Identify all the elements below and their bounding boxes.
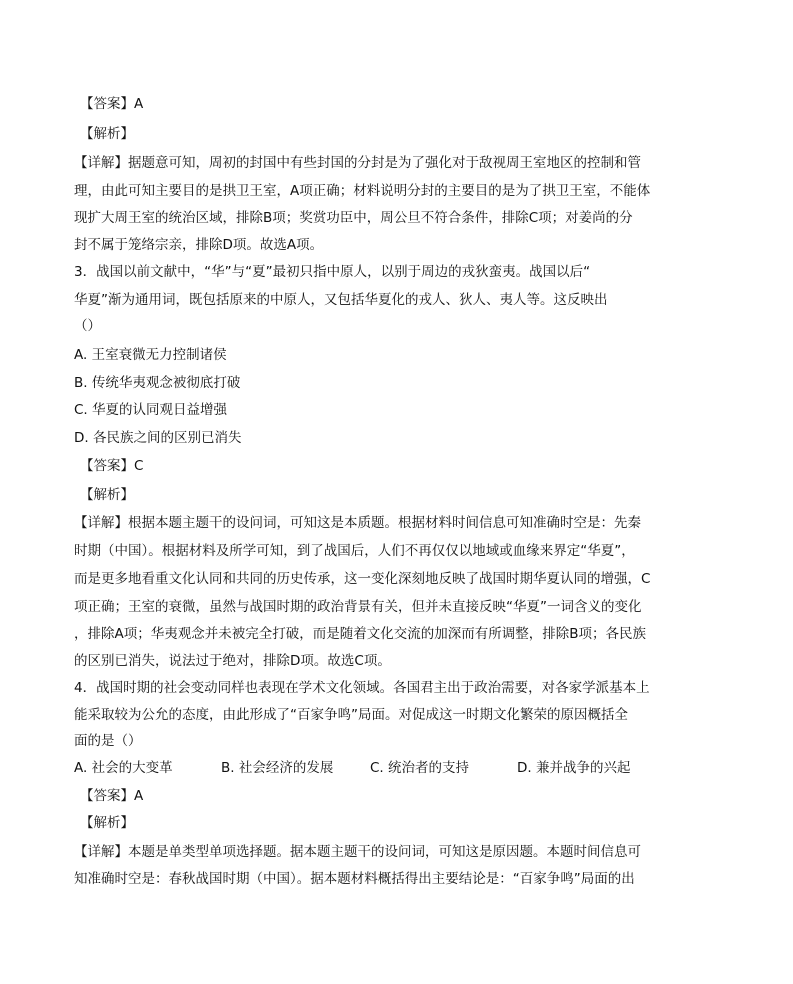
- q3-detail-line: 而是更多地看重文化认同和共同的历史传承，这一变化深刻地反映了战国时期华夏认同的增强，C: [74, 571, 651, 587]
- q3-detail-line: 项正确；王室的衰微，虽然与战国时期的政治背景有关，但并未直接反映“华夏”一词含义的变化: [74, 599, 642, 615]
- q4-option-c: C. 统治者的支持: [370, 760, 470, 776]
- q3-answer: 【答案】C: [80, 458, 144, 474]
- q3-stem-line: 华夏”渐为通用词，既包括原来的中原人，又包括华夏化的戎人、狄人、夷人等。这反映出: [74, 292, 608, 308]
- q3-option-b: B. 传统华夷观念被彻底打破: [74, 375, 241, 391]
- q2-detail-line: 【详解】据题意可知，周初的封国中有些封国的分封是为了强化对于敌视周王室地区的控制和管: [74, 155, 641, 171]
- q3-analysis-heading: 【解析】: [80, 487, 134, 503]
- q2-detail-line: 现扩大周王室的统治区域，排除B项；奖赏功臣中，周公旦不符合条件，排除C项；对姜尚的分: [74, 210, 633, 226]
- q3-option-a: A. 王室衰微无力控制诸侯: [74, 347, 227, 363]
- q3-detail-line: 的区别已消失，说法过于绝对，排除D项。故选C项。: [74, 653, 391, 669]
- q4-detail-line: 【详解】本题是单类型单项选择题。据本题主题干的设问词，可知这是原因题。本题时间信息可: [74, 844, 641, 860]
- q4-option-a: A. 社会的大变革: [74, 760, 173, 776]
- q3-detail-line: 时期（中国）。根据材料及所学可知，到了战国后，人们不再仅仅以地域或血缘来界定“华夏”，: [74, 543, 635, 559]
- q2-detail-line: 封不属于笼络宗亲，排除D项。故选A项。: [74, 237, 324, 253]
- q2-detail-line: 理，由此可知主要目的是拱卫王室，A项正确；材料说明分封的主要目的是为了拱卫王室，不能体: [74, 183, 651, 199]
- q3-detail-line: 【详解】根据本题主题干的设问词，可知这是本质题。根据材料时间信息可知准确时空是：先秦: [74, 515, 641, 531]
- q3-stem-line: （）: [74, 318, 101, 334]
- q4-answer: 【答案】A: [80, 788, 144, 804]
- q4-analysis-heading: 【解析】: [80, 815, 134, 831]
- q4-stem-line: 能采取较为公允的态度，由此形成了“百家争鸣”局面。对促成这一时期文化繁荣的原因概括全: [74, 707, 628, 723]
- q4-options-row: [74, 758, 724, 778]
- q4-detail-line: 知准确时空是：春秋战国时期（中国）。据本题材料概括得出主要结论是：“百家争鸣”局面的出: [74, 871, 635, 887]
- q4-stem-line: 面的是（）: [74, 733, 142, 749]
- q4-stem-line: 4．战国时期的社会变动同样也表现在学术文化领域。各国君主出于政治需要，对各家学派基本上: [74, 680, 650, 696]
- q3-option-c: C. 华夏的认同观日益增强: [74, 402, 228, 418]
- q2-answer: 【答案】A: [80, 96, 144, 112]
- q4-option-d: D. 兼并战争的兴起: [517, 760, 631, 776]
- q4-option-b: B. 社会经济的发展: [221, 760, 334, 776]
- q3-stem-line: 3．战国以前文献中，“华”与“夏”最初只指中原人，以别于周边的戎狄蛮夷。战国以后“: [74, 264, 591, 280]
- q3-option-d: D. 各民族之间的区别已消失: [74, 430, 242, 446]
- q2-analysis-heading: 【解析】: [80, 126, 134, 142]
- q3-detail-line: ，排除A项；华夷观念并未被完全打破，而是随着文化交流的加深而有所调整，排除B项；各民族: [74, 626, 646, 642]
